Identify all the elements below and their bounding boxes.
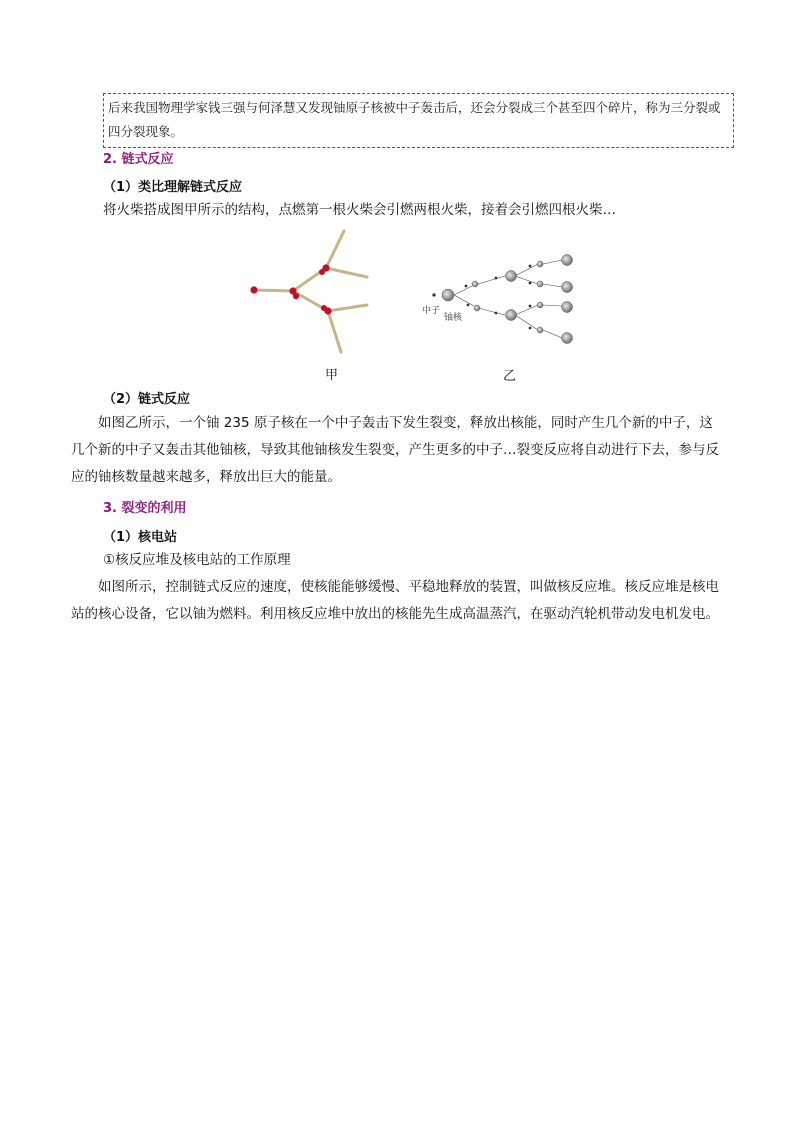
figure-jia-matches xyxy=(240,222,380,362)
section-3-heading: 3. 裂变的利用 xyxy=(103,501,187,516)
section-2-sub1: （1）类比理解链式反应 xyxy=(103,180,243,195)
section-3-para1: 如图所示，控制链式反应的速度，使核能能够缓慢、平稳地释放的装置，叫做核反应堆。核反应堆是核电站的核心设备，它以铀为燃料。利用核反应堆中放出的核能先生成高温蒸汽，在驱动汽轮机带动发电机发电。 xyxy=(71,579,719,622)
section-2-para1: 将火柴搭成图甲所示的结构，点燃第一根火柴会引燃两根火柴，接着会引燃四根火柴… xyxy=(103,202,616,218)
caption-jia: 甲 xyxy=(325,368,339,383)
note-text: 后来我国物理学家钱三强与何泽慧又发现铀原子核被中子轰击后，还会分裂成三个甚至四个碎片，称为三分裂或四分裂现象。 xyxy=(108,100,721,139)
label-uranium-nucleus: 铀核 xyxy=(444,313,463,323)
figure-yi-chain-reaction xyxy=(420,250,585,350)
section-2-para2: 如图乙所示，一个铀 235 原子核在一个中子轰击下发生裂变，释放出核能，同时产生几个新的中子，这几个新的中子又轰击其他铀核，导致其他铀核发生裂变，产生更多的中子…裂变反应将自动进行下去，参与反应的铀核数量越来越多，释放出巨大的能量。 xyxy=(71,415,719,485)
section-2-sub2: （2）链式反应 xyxy=(103,392,191,407)
section-2-heading: 2. 链式反应 xyxy=(103,152,174,167)
caption-yi: 乙 xyxy=(503,369,517,384)
label-neutron: 中子 xyxy=(422,306,441,316)
section-3-item1: ①核反应堆及核电站的工作原理 xyxy=(103,552,291,568)
section-3-sub1: （1）核电站 xyxy=(103,530,178,545)
note-box xyxy=(103,93,734,148)
